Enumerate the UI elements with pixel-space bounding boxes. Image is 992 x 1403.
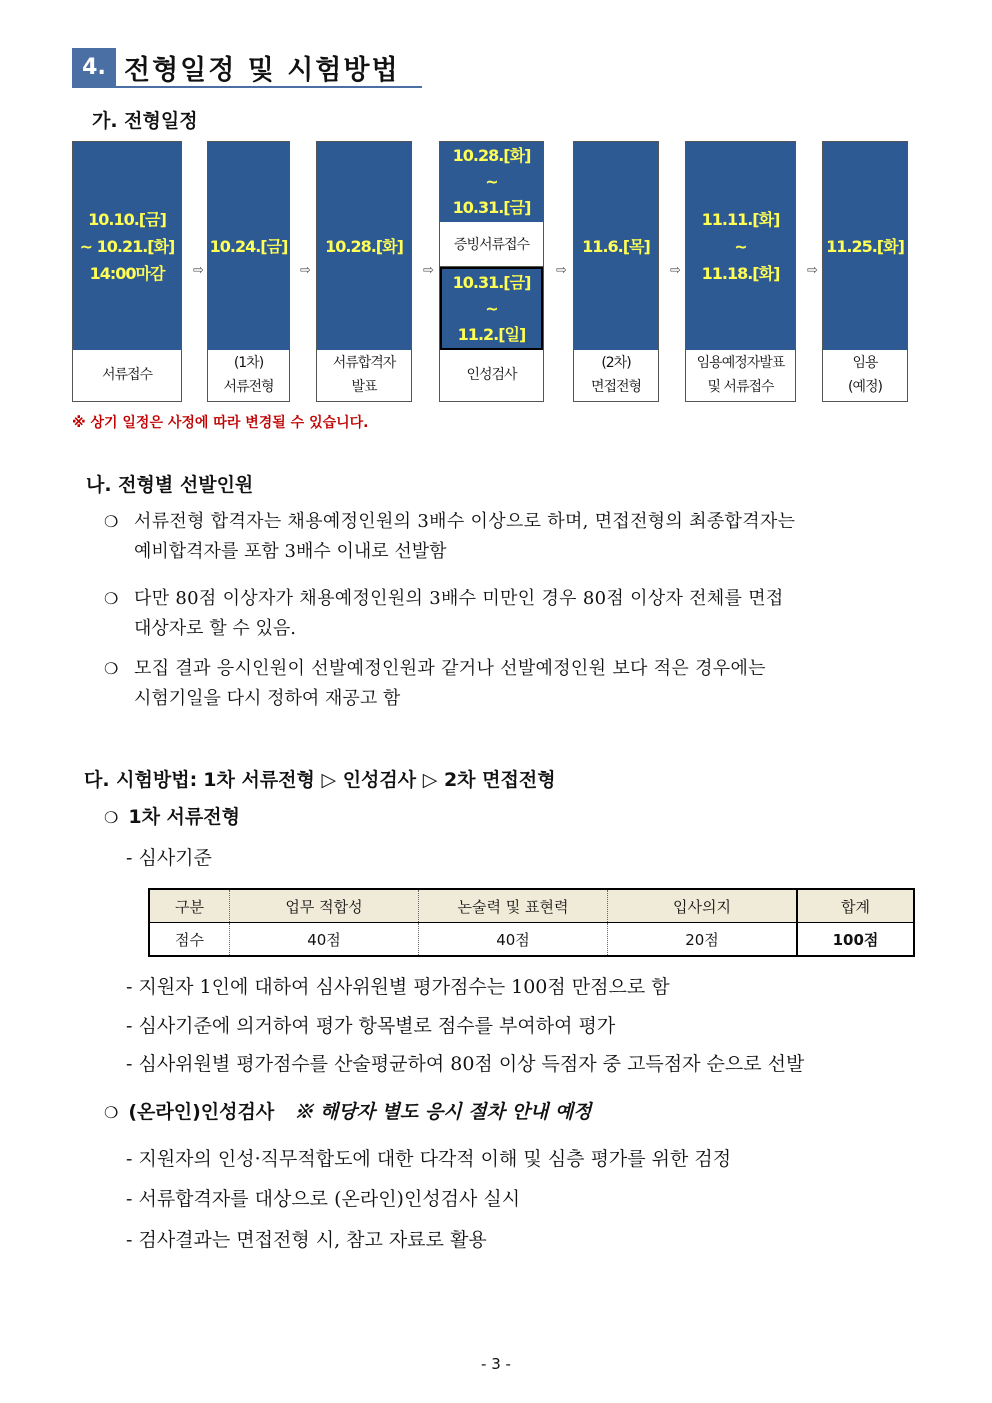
schedule-step-document-submission [72, 141, 182, 402]
label-line: 면접전형 [590, 379, 642, 395]
step-date [686, 142, 795, 350]
bullet-icon: ❍ [104, 589, 119, 608]
step-date-test [440, 267, 543, 350]
doc-screening-title-text: 1차 서류전형 [128, 806, 240, 828]
label-line: 서류전형 [223, 379, 274, 395]
item-line: 대상자로 할 수 있음. [134, 618, 296, 639]
method-heading [84, 765, 556, 792]
personality-note: - 검사결과는 면접전형 시, 참고 자료로 활용 [126, 1229, 487, 1251]
date-line: 10.10.[금] [88, 209, 166, 229]
label-line: 발표 [351, 379, 377, 395]
personality-note: - 서류합격자를 대상으로 (온라인)인성검사 실시 [126, 1188, 521, 1210]
date-line: 11.2.[일] [457, 324, 526, 344]
item-line: 예비합격자를 포함 3배수 이내로 선발함 [134, 541, 447, 562]
date-line: ~ [485, 298, 498, 318]
label-line: 임용예정자발표 [696, 355, 785, 371]
personality-title-text: (온라인)인성검사 [128, 1101, 275, 1123]
selection-heading: 나. 전형별 선발인원 [86, 474, 254, 496]
criteria-label: - 심사기준 [126, 847, 212, 869]
arrow-icon: ⇨ [807, 263, 818, 278]
table-header-cell: 논술력 및 표현력 [419, 889, 608, 923]
item-line: 시험기일을 다시 정하여 재공고 함 [134, 688, 401, 709]
step-label [823, 349, 907, 401]
step-label [208, 349, 289, 401]
arrow-icon: ⇨ [556, 263, 567, 278]
arrow-icon: ⇨ [300, 263, 311, 278]
date-line: 10.31.[금] [452, 272, 531, 292]
table-header-cell: 업무 적합성 [230, 889, 419, 923]
date-line: 11.25.[화] [826, 236, 904, 256]
table-header-cell: 입사의지 [608, 889, 798, 923]
date-line: ~ 10.21.[화] [79, 236, 175, 256]
arrow-icon: ⇨ [670, 263, 681, 278]
bullet-icon: ❍ [104, 1103, 119, 1122]
page-number: - 3 - [481, 1355, 511, 1373]
date-line: ~ [734, 236, 747, 256]
table-cell: 40점 [419, 923, 608, 957]
step-label [574, 349, 658, 401]
date-line: 10.24.[금] [209, 236, 288, 256]
date-line: 11.6.[목] [582, 236, 650, 256]
doc-note: - 심사위원별 평가점수를 산술평균하여 80점 이상 득점자 중 고득점자 순으로 선발 [126, 1053, 805, 1075]
label-line: (2차) [601, 355, 631, 371]
label-line: 서류접수 [101, 367, 153, 383]
doc-note: - 심사기준에 의거하여 평가 항목별로 점수를 부여하여 평가 [126, 1015, 616, 1037]
personality-test-title [104, 1097, 592, 1124]
label-line: 임용 [852, 355, 878, 371]
evidence-submission-label: 증빙서류접수 [440, 222, 543, 267]
table-header-cell: 합계 [797, 889, 914, 923]
table-header-cell: 구분 [149, 889, 230, 923]
label-line: 및 서류접수 [707, 379, 774, 395]
item-line: 모집 결과 응시인원이 선발예정인원과 같거나 선발예정인원 보다 적은 경우에는 [134, 658, 766, 679]
method-heading-prefix: 다. 시험방법: [84, 769, 198, 791]
step-date [73, 142, 181, 350]
personality-note: - 지원자의 인성·직무적합도에 대한 다각적 이해 및 심층 평가를 위한 검정 [126, 1148, 732, 1170]
personality-remark: ※ 해당자 별도 응시 절차 안내 예정 [294, 1101, 592, 1123]
section-title: 전형일정 및 시험방법 [124, 55, 400, 86]
schedule-step-appointment [822, 141, 908, 402]
bullet-icon: ❍ [104, 659, 119, 678]
step-label [73, 349, 181, 401]
table-header-row [149, 889, 914, 923]
table-cell: 40점 [230, 923, 419, 957]
item-line: 다만 80점 이상자가 채용예정인원의 3배수 미만인 경우 80점 이상자 전체를 면접 [134, 588, 784, 609]
bullet-icon: ❍ [104, 808, 119, 827]
date-line: 10.31.[금] [452, 198, 531, 217]
schedule-step-interview [573, 141, 659, 402]
schedule-heading: 가. 전형일정 [92, 110, 198, 132]
label-line: (예정) [848, 379, 882, 395]
step-date [574, 142, 658, 350]
doc-screening-title [104, 802, 240, 829]
table-row [149, 923, 914, 957]
step-date-evidence [440, 142, 543, 222]
date-line: ~ [485, 172, 498, 191]
step-date [823, 142, 907, 350]
selection-item [104, 507, 924, 567]
doc-note: - 지원자 1인에 대하여 심사위원별 평가점수는 100점 만점으로 함 [126, 976, 670, 998]
label-line: 서류합격자 [332, 355, 396, 371]
table-cell: 20점 [608, 923, 798, 957]
table-cell-total: 100점 [797, 923, 914, 957]
bullet-icon: ❍ [104, 512, 119, 531]
step-label [317, 349, 411, 401]
label-line: 인성검사 [466, 367, 517, 383]
step-date [208, 142, 289, 350]
arrow-icon: ⇨ [423, 263, 434, 278]
method-heading-steps: 1차 서류전형 ▷ 인성검사 ▷ 2차 면접전형 [203, 769, 556, 791]
section-underline [72, 86, 422, 88]
schedule-step-personality-test [439, 141, 544, 402]
arrow-icon: ⇨ [193, 263, 204, 278]
selection-item [104, 584, 924, 644]
date-line: 10.28.[화] [452, 146, 531, 165]
table-cell: 점수 [149, 923, 230, 957]
step-label [440, 349, 543, 401]
date-line: 10.28.[화] [325, 236, 403, 256]
date-line: 11.18.[화] [701, 263, 780, 283]
criteria-table [148, 888, 915, 957]
step-label [686, 349, 795, 401]
schedule-step-document-pass-announcement [316, 141, 412, 402]
date-line: 11.11.[화] [701, 209, 780, 229]
schedule-step-document-screening [207, 141, 290, 402]
item-line: 서류전형 합격자는 채용예정인원의 3배수 이상으로 하며, 면접전형의 최종합격자는 [134, 511, 796, 532]
section-number-badge: 4. [72, 48, 116, 86]
step-date [317, 142, 411, 350]
schedule-note: ※ 상기 일정은 사정에 따라 변경될 수 있습니다. [72, 415, 369, 431]
selection-item [104, 654, 924, 714]
label-line: (1차) [233, 355, 264, 371]
schedule-step-appointee-announcement [685, 141, 796, 402]
date-line: 14:00마감 [89, 263, 165, 283]
